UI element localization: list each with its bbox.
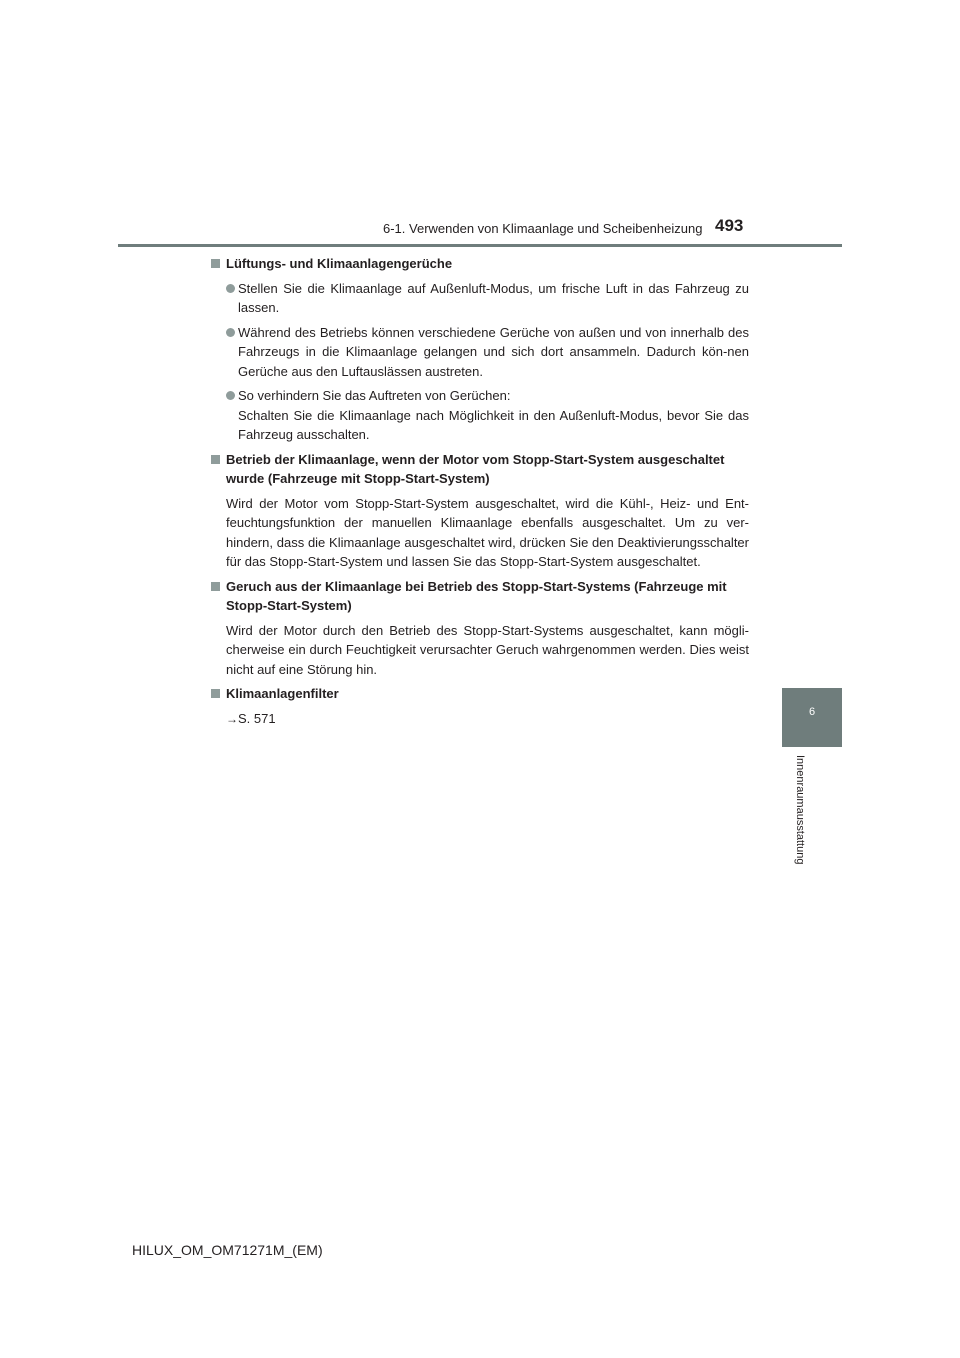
square-bullet-icon [211,455,220,464]
section-heading-text: Klimaanlagenfilter [226,686,339,701]
circle-bullet-icon [226,391,235,400]
section-heading-text: Geruch aus der Klimaanlage bei Betrieb des Stopp-Start-Systems (Fahrzeuge mit Stopp-Start-System) [226,578,727,613]
square-bullet-icon [211,582,220,591]
list-item [211,323,749,382]
circle-bullet-icon [226,328,235,337]
section-paragraph: Wird der Motor durch den Betrieb des Stopp-Start-Systems ausgeschaltet, kann mögli-cherweise ein durch Feuchtigkeit verursachter Geruch wahrgenommen werden. Dies weist nicht auf eine Störung hin. [226,622,749,677]
section-heading [211,577,749,616]
section-ventilation-odors [211,254,749,445]
page-content [211,254,749,732]
page-number: 493 [715,216,744,235]
circle-bullet-icon [226,284,235,293]
section-paragraph: Wird der Motor vom Stopp-Start-System ausgeschaltet, wird die Kühl-, Heiz- und Ent-feuchtungsfunktion der manuellen Klimaanlage ebenfalls ausgeschaltet. Um zu ver-hindern, dass die Klimaanlage ausgeschaltet wird, drücken Sie den Deaktivierungsschalter für das Stopp-Start-System und lassen Sie das Stopp-Start-System ausgeschaltet. [226,495,749,569]
chapter-tab[interactable] [782,688,842,747]
section-ac-filter [211,684,749,729]
section-heading [211,254,749,274]
list-item-text: Stellen Sie die Klimaanlage auf Außenluft-Modus, um frische Luft in das Fahrzeug zu lassen. [238,280,749,315]
page-reference-text: S. 571 [238,710,276,726]
section-odor-stop-start [211,577,749,680]
square-bullet-icon [211,689,220,698]
header-rule [118,244,842,247]
section-heading-text: Betrieb der Klimaanlage, wenn der Motor vom Stopp-Start-System ausgeschaltet wurde (Fahrzeuge mit Stopp-Start-System) [226,451,725,486]
chapter-side-label: Innenraumausstattung [794,755,806,865]
list-item-text: Während des Betriebs können verschiedene Gerüche von außen und von innerhalb des Fahrzeugs in die Klimaanlage gelangen und sich dort ansammeln. Dadurch kön-nen Gerüche aus den Luftauslässen austreten. [238,324,749,379]
footer-document-code: HILUX_OM_OM71271M_(EM) [132,1242,323,1258]
list-item [211,279,749,318]
section-heading [211,450,749,489]
section-heading-text: Lüftungs- und Klimaanlagengerüche [226,256,453,271]
section-ac-stop-start [211,450,749,572]
list-item-text: Schalten Sie die Klimaanlage nach Möglichkeit in den Außenluft-Modus, bevor Sie das Fahrzeug ausschalten. [238,407,749,442]
list-item-text: So verhindern Sie das Auftreten von Gerüchen: [238,388,511,403]
header-title: 6-1. Verwenden von Klimaanlage und Scheibenheizung [383,221,703,236]
list-item [211,386,749,445]
arrow-right-icon: → [226,711,238,726]
page-reference-link[interactable] [211,709,749,730]
section-heading [211,684,749,704]
chapter-number: 6 [808,706,816,718]
square-bullet-icon [211,259,220,268]
